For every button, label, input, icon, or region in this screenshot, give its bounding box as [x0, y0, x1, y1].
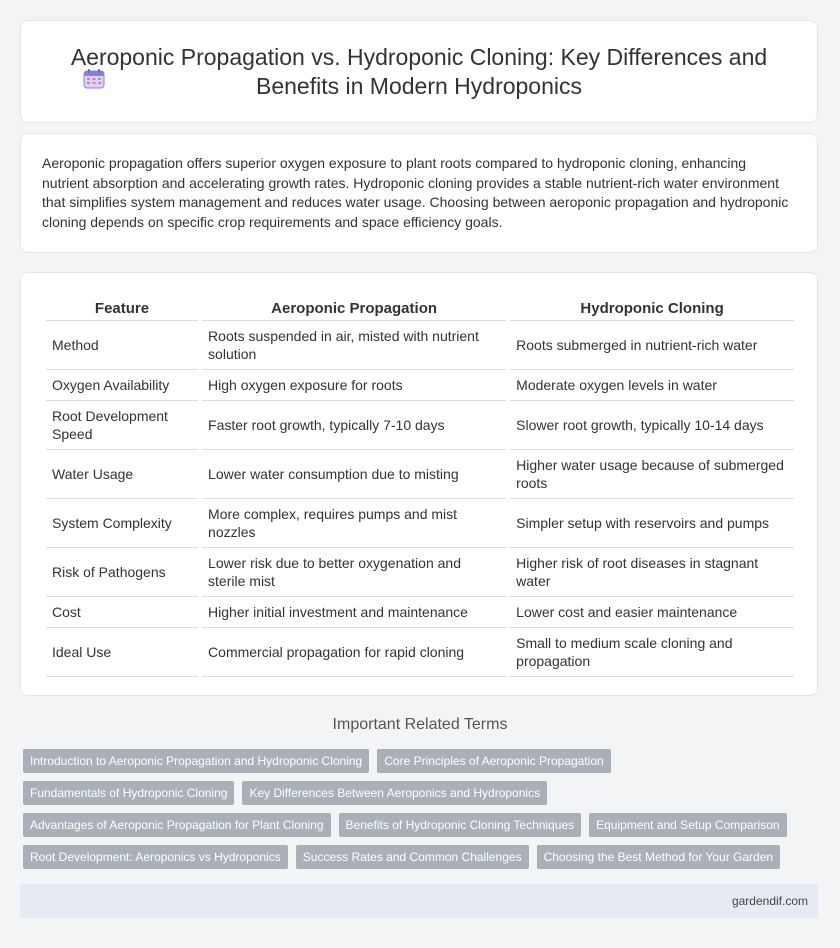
related-term-tag[interactable]: Success Rates and Common Challenges: [296, 845, 529, 869]
tag-row: [23, 781, 813, 805]
related-term-tag[interactable]: Fundamentals of Hydroponic Cloning: [23, 781, 234, 805]
aeroponic-cell: High oxygen exposure for roots: [202, 370, 506, 401]
page-title: Aeroponic Propagation vs. Hydroponic Cloning: Key Differences and Benefits in Modern Hydroponics: [70, 44, 768, 99]
tag-row: [23, 749, 813, 773]
comparison-table-card: [20, 272, 818, 696]
hydroponic-cell: Simpler setup with reservoirs and pumps: [510, 499, 794, 548]
table-row: [46, 450, 794, 499]
hydroponic-cell: Higher water usage because of submerged roots: [510, 450, 794, 499]
feature-cell: Root Development Speed: [46, 401, 198, 450]
aeroponic-cell: Commercial propagation for rapid cloning: [202, 628, 506, 677]
footer: [20, 884, 818, 918]
tag-row: [23, 813, 813, 837]
aeroponic-cell: Lower water consumption due to misting: [202, 450, 506, 499]
table-row: [46, 401, 794, 450]
related-terms-tags: [23, 749, 813, 877]
feature-cell: System Complexity: [46, 499, 198, 548]
feature-cell: Water Usage: [46, 450, 198, 499]
footer-site-link[interactable]: gardendif.com: [731, 894, 808, 908]
related-term-tag[interactable]: Introduction to Aeroponic Propagation and Hydroponic Cloning: [23, 749, 369, 773]
aeroponic-cell: More complex, requires pumps and mist nozzles: [202, 499, 506, 548]
feature-cell: Risk of Pathogens: [46, 548, 198, 597]
related-term-tag[interactable]: Advantages of Aeroponic Propagation for Plant Cloning: [23, 813, 331, 837]
hydroponic-cell: Higher risk of root diseases in stagnant water: [510, 548, 794, 597]
related-term-tag[interactable]: Choosing the Best Method for Your Garden: [537, 845, 780, 869]
related-term-tag[interactable]: Core Principles of Aeroponic Propagation: [377, 749, 610, 773]
aeroponic-cell: Higher initial investment and maintenance: [202, 597, 506, 628]
table-row: [46, 370, 794, 401]
hydroponic-cell: Moderate oxygen levels in water: [510, 370, 794, 401]
header-feature: Feature: [46, 296, 198, 321]
feature-cell: Oxygen Availability: [46, 370, 198, 401]
aeroponic-cell: Lower risk due to better oxygenation and sterile mist: [202, 548, 506, 597]
related-terms-title: Important Related Terms: [332, 716, 508, 733]
tag-row: [23, 845, 813, 869]
hydroponic-cell: Small to medium scale cloning and propagation: [510, 628, 794, 677]
hydroponic-cell: Lower cost and easier maintenance: [510, 597, 794, 628]
table-row: [46, 321, 794, 370]
header-card: [20, 20, 818, 123]
related-term-tag[interactable]: Equipment and Setup Comparison: [589, 813, 786, 837]
intro-card: [20, 133, 818, 253]
aeroponic-cell: Roots suspended in air, misted with nutrient solution: [202, 321, 506, 370]
table-header-row: [46, 296, 794, 321]
comparison-table: [42, 296, 798, 677]
hydroponic-cell: Roots submerged in nutrient-rich water: [510, 321, 794, 370]
table-row: [46, 628, 794, 677]
related-term-tag[interactable]: Key Differences Between Aeroponics and Hydroponics: [242, 781, 547, 805]
table-row: [46, 499, 794, 548]
aeroponic-cell: Faster root growth, typically 7-10 days: [202, 401, 506, 450]
intro-paragraph: Aeroponic propagation offers superior oxygen exposure to plant roots compared to hydroponic cloning, enhancing nutrient absorption and accelerating growth rates. Hydroponic cloning provides a stable nutrient-rich water environment that simplifies system management and reduces water usage. Choosing between aeroponic propagation and hydroponic cloning depends on specific crop requirements and space efficiency goals.: [42, 155, 789, 230]
feature-cell: Ideal Use: [46, 628, 198, 677]
related-term-tag[interactable]: Root Development: Aeroponics vs Hydroponics: [23, 845, 288, 869]
hydroponic-cell: Slower root growth, typically 10-14 days: [510, 401, 794, 450]
table-row: [46, 597, 794, 628]
feature-cell: Cost: [46, 597, 198, 628]
header-aeroponic: Aeroponic Propagation: [202, 296, 506, 321]
related-term-tag[interactable]: Benefits of Hydroponic Cloning Techniques: [339, 813, 582, 837]
header-hydroponic: Hydroponic Cloning: [510, 296, 794, 321]
table-row: [46, 548, 794, 597]
feature-cell: Method: [46, 321, 198, 370]
